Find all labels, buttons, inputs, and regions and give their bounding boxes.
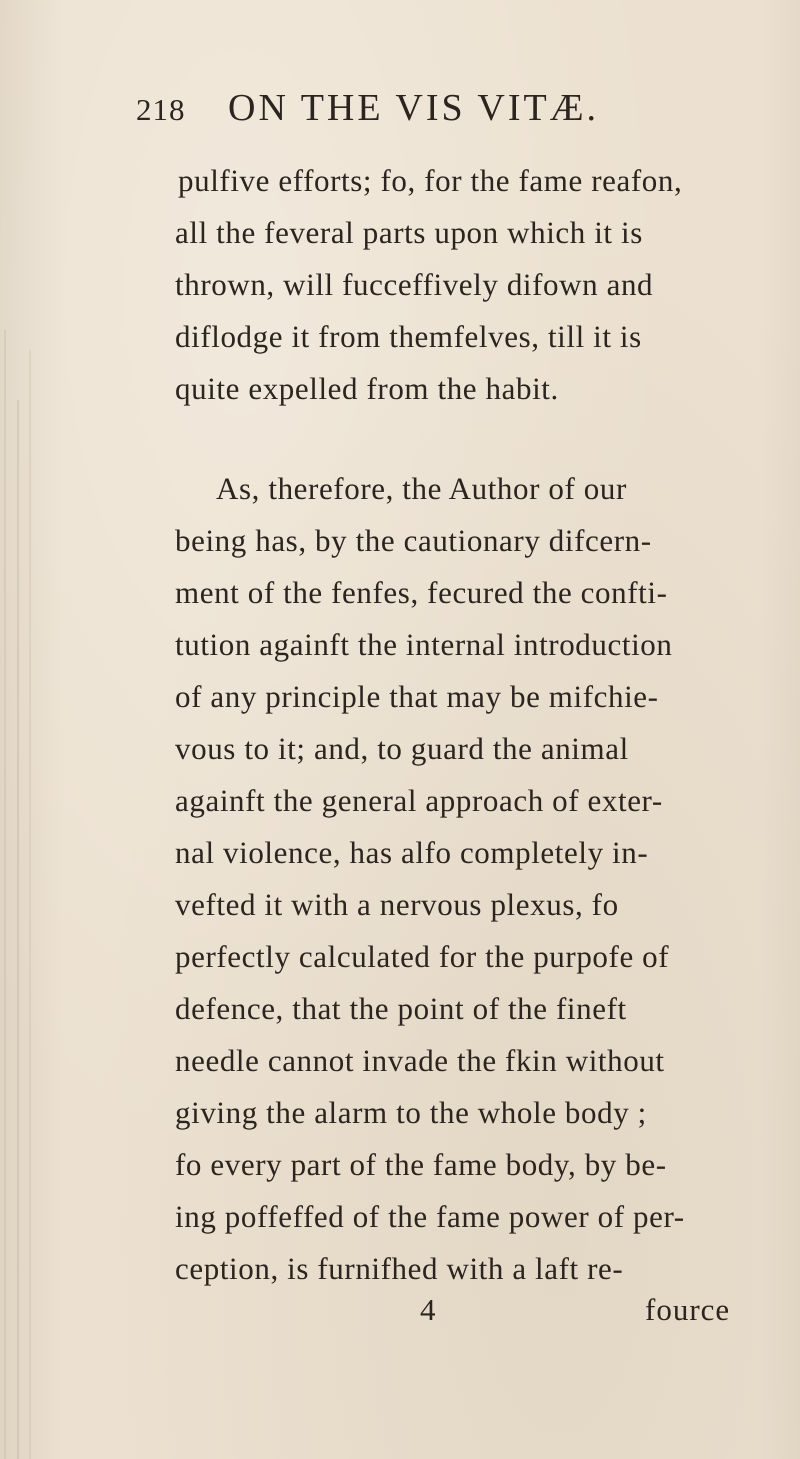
text-line: tution againft the internal introduction xyxy=(175,627,673,662)
catchword: fource xyxy=(645,1292,731,1327)
text-line: ception, is furnifhed with a laft re- xyxy=(175,1251,624,1286)
text-line: diflodge it from themfelves, till it is xyxy=(175,319,642,354)
text-line: quite expelled from the habit. xyxy=(175,371,559,406)
text-line: all the feveral parts upon which it is xyxy=(175,215,643,250)
text-line: thrown, will fucceffively difown and xyxy=(175,267,654,302)
text-line: vous to it; and, to guard the animal xyxy=(175,731,629,766)
text-line: needle cannot invade the fkin without xyxy=(175,1043,665,1078)
running-head: ON THE VIS VITÆ. xyxy=(228,87,600,129)
text-line: As, therefore, the Author of our xyxy=(216,471,627,506)
signature-mark: 4 xyxy=(420,1292,437,1327)
page-number: 218 xyxy=(136,92,186,127)
text-line: ment of the fenfes, fecured the confti- xyxy=(175,575,668,610)
text-line: of any principle that may be mifchie- xyxy=(175,679,659,714)
text-line: nal violence, has alfo completely in- xyxy=(175,835,649,870)
text-line: ing poffeffed of the fame power of per- xyxy=(175,1199,685,1234)
text-line: againft the general approach of exter- xyxy=(175,783,663,818)
text-line: fo every part of the fame body, by be- xyxy=(175,1147,667,1182)
text-line: being has, by the cautionary difcern- xyxy=(175,523,652,558)
text-line: perfectly calculated for the purpofe of xyxy=(175,939,670,974)
text-line: defence, that the point of the fineft xyxy=(175,991,627,1026)
text-line: vefted it with a nervous plexus, fo xyxy=(175,887,619,922)
text-line: pulfive efforts; fo, for the fame reafon, xyxy=(178,163,683,198)
text-line: giving the alarm to the whole body ; xyxy=(175,1095,647,1130)
